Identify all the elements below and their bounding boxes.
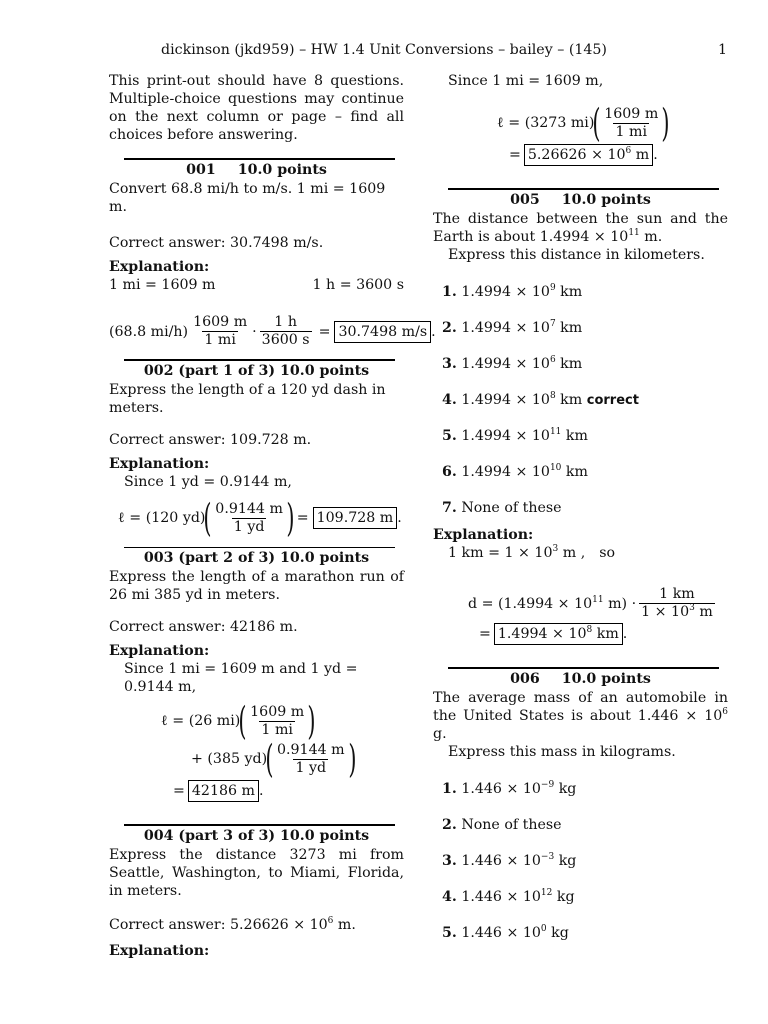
choice-exponent: 12 <box>540 888 553 898</box>
choice-number: 3. <box>442 356 457 372</box>
choice-value: None of these <box>461 500 562 516</box>
explanation-text: Since 1 mi = 1609 m and 1 yd = 0.9144 m, <box>124 661 358 695</box>
choice-unit: km <box>561 464 588 480</box>
question-text: Convert 68.8 mi/h to m/s. 1 mi = 1609 m. <box>109 181 386 215</box>
question-prompt: Express this distance in kilometers. <box>448 247 705 263</box>
equation-q4: ℓ = (3273 mi) ( $\frac{1609 m}{1 mi}$ ) <box>497 101 670 145</box>
choice-number: 5. <box>442 428 457 444</box>
question-points: 10.0 points <box>237 162 327 178</box>
explanation-label: Explanation: <box>109 259 210 275</box>
explanation-text: Since 1 yd = 0.9144 m, <box>124 474 292 490</box>
choice-value: 1.446 × 10 <box>461 925 541 941</box>
correct-answer: Correct answer: 109.728 m. <box>109 432 312 448</box>
choice-value: 1.4994 × 10 <box>461 320 550 336</box>
q6-choice-3 <box>433 852 728 888</box>
choice-unit: km <box>555 284 583 300</box>
choice-exponent: 6 <box>549 355 556 365</box>
equation-q1: (68.8 mi/h) $\frac{1609 m}{1 mi}$ · $\frac{1 h}{3600 s}$ = 30.7498 m/s . <box>109 314 436 348</box>
question-text: The average mass of an automobile in the United States is about $1.446 \times 10^6$ g. <box>433 690 728 742</box>
choice-number: 1. <box>442 781 457 797</box>
q5-choice-5 <box>433 427 728 463</box>
q6-choice-1 <box>433 780 728 816</box>
answer-box: $1.4994 \times 10^8$ km <box>494 623 623 645</box>
choice-value: 1.446 × 10 <box>461 853 541 869</box>
explanation-label: Explanation: <box>109 943 210 959</box>
correct-tag: correct <box>586 393 639 408</box>
page-number: 1 <box>717 42 727 58</box>
question-header-001 <box>109 160 404 180</box>
choice-unit: kg <box>546 925 569 941</box>
equation-q5-result: = $1.4994 \times 10^8$ km . <box>433 623 728 645</box>
choice-unit: km <box>555 392 583 408</box>
choice-unit: km <box>561 428 588 444</box>
question-header-005: 005 10.0 points <box>510 192 651 208</box>
choice-number: 3. <box>442 853 457 869</box>
equation-q5: $d = (1.4994 \times 10^{11}$ m) · $\frac{1 km}{1 \times 10^3 m}$ <box>468 586 713 620</box>
explanation-label: Explanation: <box>109 643 210 659</box>
question-text: Express the distance 3273 mi from Seattle, Washington, to Miami, Florida, in meters. <box>109 847 404 899</box>
answer-box: 30.7498 m/s <box>334 321 431 343</box>
choice-exponent: 0 <box>540 924 547 934</box>
page-title: dickinson (jkd959) – HW 1.4 Unit Conversions – bailey – (145) <box>161 42 607 58</box>
left-column <box>109 72 436 960</box>
intro-text: This print-out should have 8 questions. Multiple-choice questions may continue on the next column or page – find all choices before answering. <box>109 73 404 143</box>
q5-choice-6 <box>433 463 728 499</box>
choice-unit: km <box>555 356 583 372</box>
choice-number: 4. <box>442 392 457 408</box>
choice-exponent: 8 <box>549 391 556 401</box>
explanation-text: Since 1 mi = 1609 m, <box>448 73 604 89</box>
question-header-002: 002 (part 1 of 3) 10.0 points <box>143 363 370 379</box>
explanation-text: 1 km = $1 \times 10^3$ m , so <box>448 544 616 561</box>
equation-q3-line2: + (385 yd) ( $\frac{0.9144 m}{1 yd}$ ) <box>191 737 357 781</box>
choice-number: 7. <box>442 500 457 516</box>
facts-line: 1 mi = 1609 m 1 h = 3600 s <box>109 277 404 293</box>
question-header-006: 006 10.0 points <box>510 671 651 687</box>
answer-box: 42186 m <box>188 780 259 802</box>
equation-q3-line3: = 42186 m . <box>109 780 404 802</box>
q5-choice-3 <box>433 355 728 391</box>
choice-value: 1.4994 × 10 <box>461 428 550 444</box>
equation-q4-result: = $5.26626 \times 10^6$ m . <box>433 144 728 166</box>
choice-value: 1.4994 × 10 <box>461 284 550 300</box>
choice-exponent: −9 <box>540 780 555 790</box>
choice-exponent: −3 <box>540 852 555 862</box>
choice-value: 1.4994 × 10 <box>461 392 550 408</box>
choice-number: 2. <box>442 817 457 833</box>
choice-number: 1. <box>442 284 457 300</box>
q6-choice-2 <box>433 816 728 852</box>
choices-q6 <box>433 780 728 960</box>
question-text: Express the length of a marathon run of 26 mi 385 yd in meters. <box>109 569 404 603</box>
choice-value: None of these <box>461 817 562 833</box>
q6-choice-4 <box>433 888 728 924</box>
page-header <box>0 41 768 61</box>
choice-unit: kg <box>554 781 577 797</box>
choice-number: 4. <box>442 889 457 905</box>
choice-unit: km <box>555 320 583 336</box>
choice-number: 6. <box>442 464 457 480</box>
choice-value: 1.4994 × 10 <box>461 464 550 480</box>
choice-value: 1.4994 × 10 <box>461 356 550 372</box>
correct-answer: Correct answer: 30.7498 m/s. <box>109 235 324 251</box>
q5-choice-2 <box>433 319 728 355</box>
equation-q2: ℓ = (120 yd) ( $\frac{0.9144 m}{1 yd}$ ) = 109.728 m . <box>118 496 402 540</box>
q5-choice-1 <box>433 283 728 319</box>
question-text: The distance between the sun and the Earth is about $1.4994 \times 10^{11}$ m. <box>433 211 728 245</box>
choice-unit: kg <box>552 889 575 905</box>
explanation-label: Explanation: <box>433 527 534 543</box>
choice-exponent: 11 <box>549 427 562 437</box>
choice-exponent: 9 <box>549 283 556 293</box>
choice-number: 5. <box>442 925 457 941</box>
equation-q3-line1: ℓ = (26 mi) ( $\frac{1609 m}{1 mi}$ ) <box>161 699 316 743</box>
choices-q5 <box>433 283 728 535</box>
correct-answer: Correct answer: 42186 m. <box>109 619 298 635</box>
question-text: Express the length of a 120 yd dash in meters. <box>109 382 386 416</box>
choice-unit: kg <box>554 853 577 869</box>
explanation-label: Explanation: <box>109 456 210 472</box>
answer-box: $5.26626 \times 10^6$ m <box>524 144 653 166</box>
q5-choice-4 <box>433 391 728 427</box>
question-header-003: 003 (part 2 of 3) 10.0 points <box>143 550 370 566</box>
question-prompt: Express this mass in kilograms. <box>448 744 676 760</box>
choice-exponent: 7 <box>549 319 556 329</box>
q6-choice-5 <box>433 924 728 960</box>
question-header-004: 004 (part 3 of 3) 10.0 points <box>143 828 370 844</box>
choice-value: 1.446 × 10 <box>461 889 541 905</box>
right-column <box>433 72 728 960</box>
answer-box: 109.728 m <box>313 507 398 529</box>
choice-value: 1.446 × 10 <box>461 781 541 797</box>
choice-exponent: 10 <box>549 463 562 473</box>
correct-answer: Correct answer: $5.26626 \times 10^6$ m. <box>109 916 356 933</box>
choice-number: 2. <box>442 320 457 336</box>
question-number: 001 <box>186 162 216 178</box>
